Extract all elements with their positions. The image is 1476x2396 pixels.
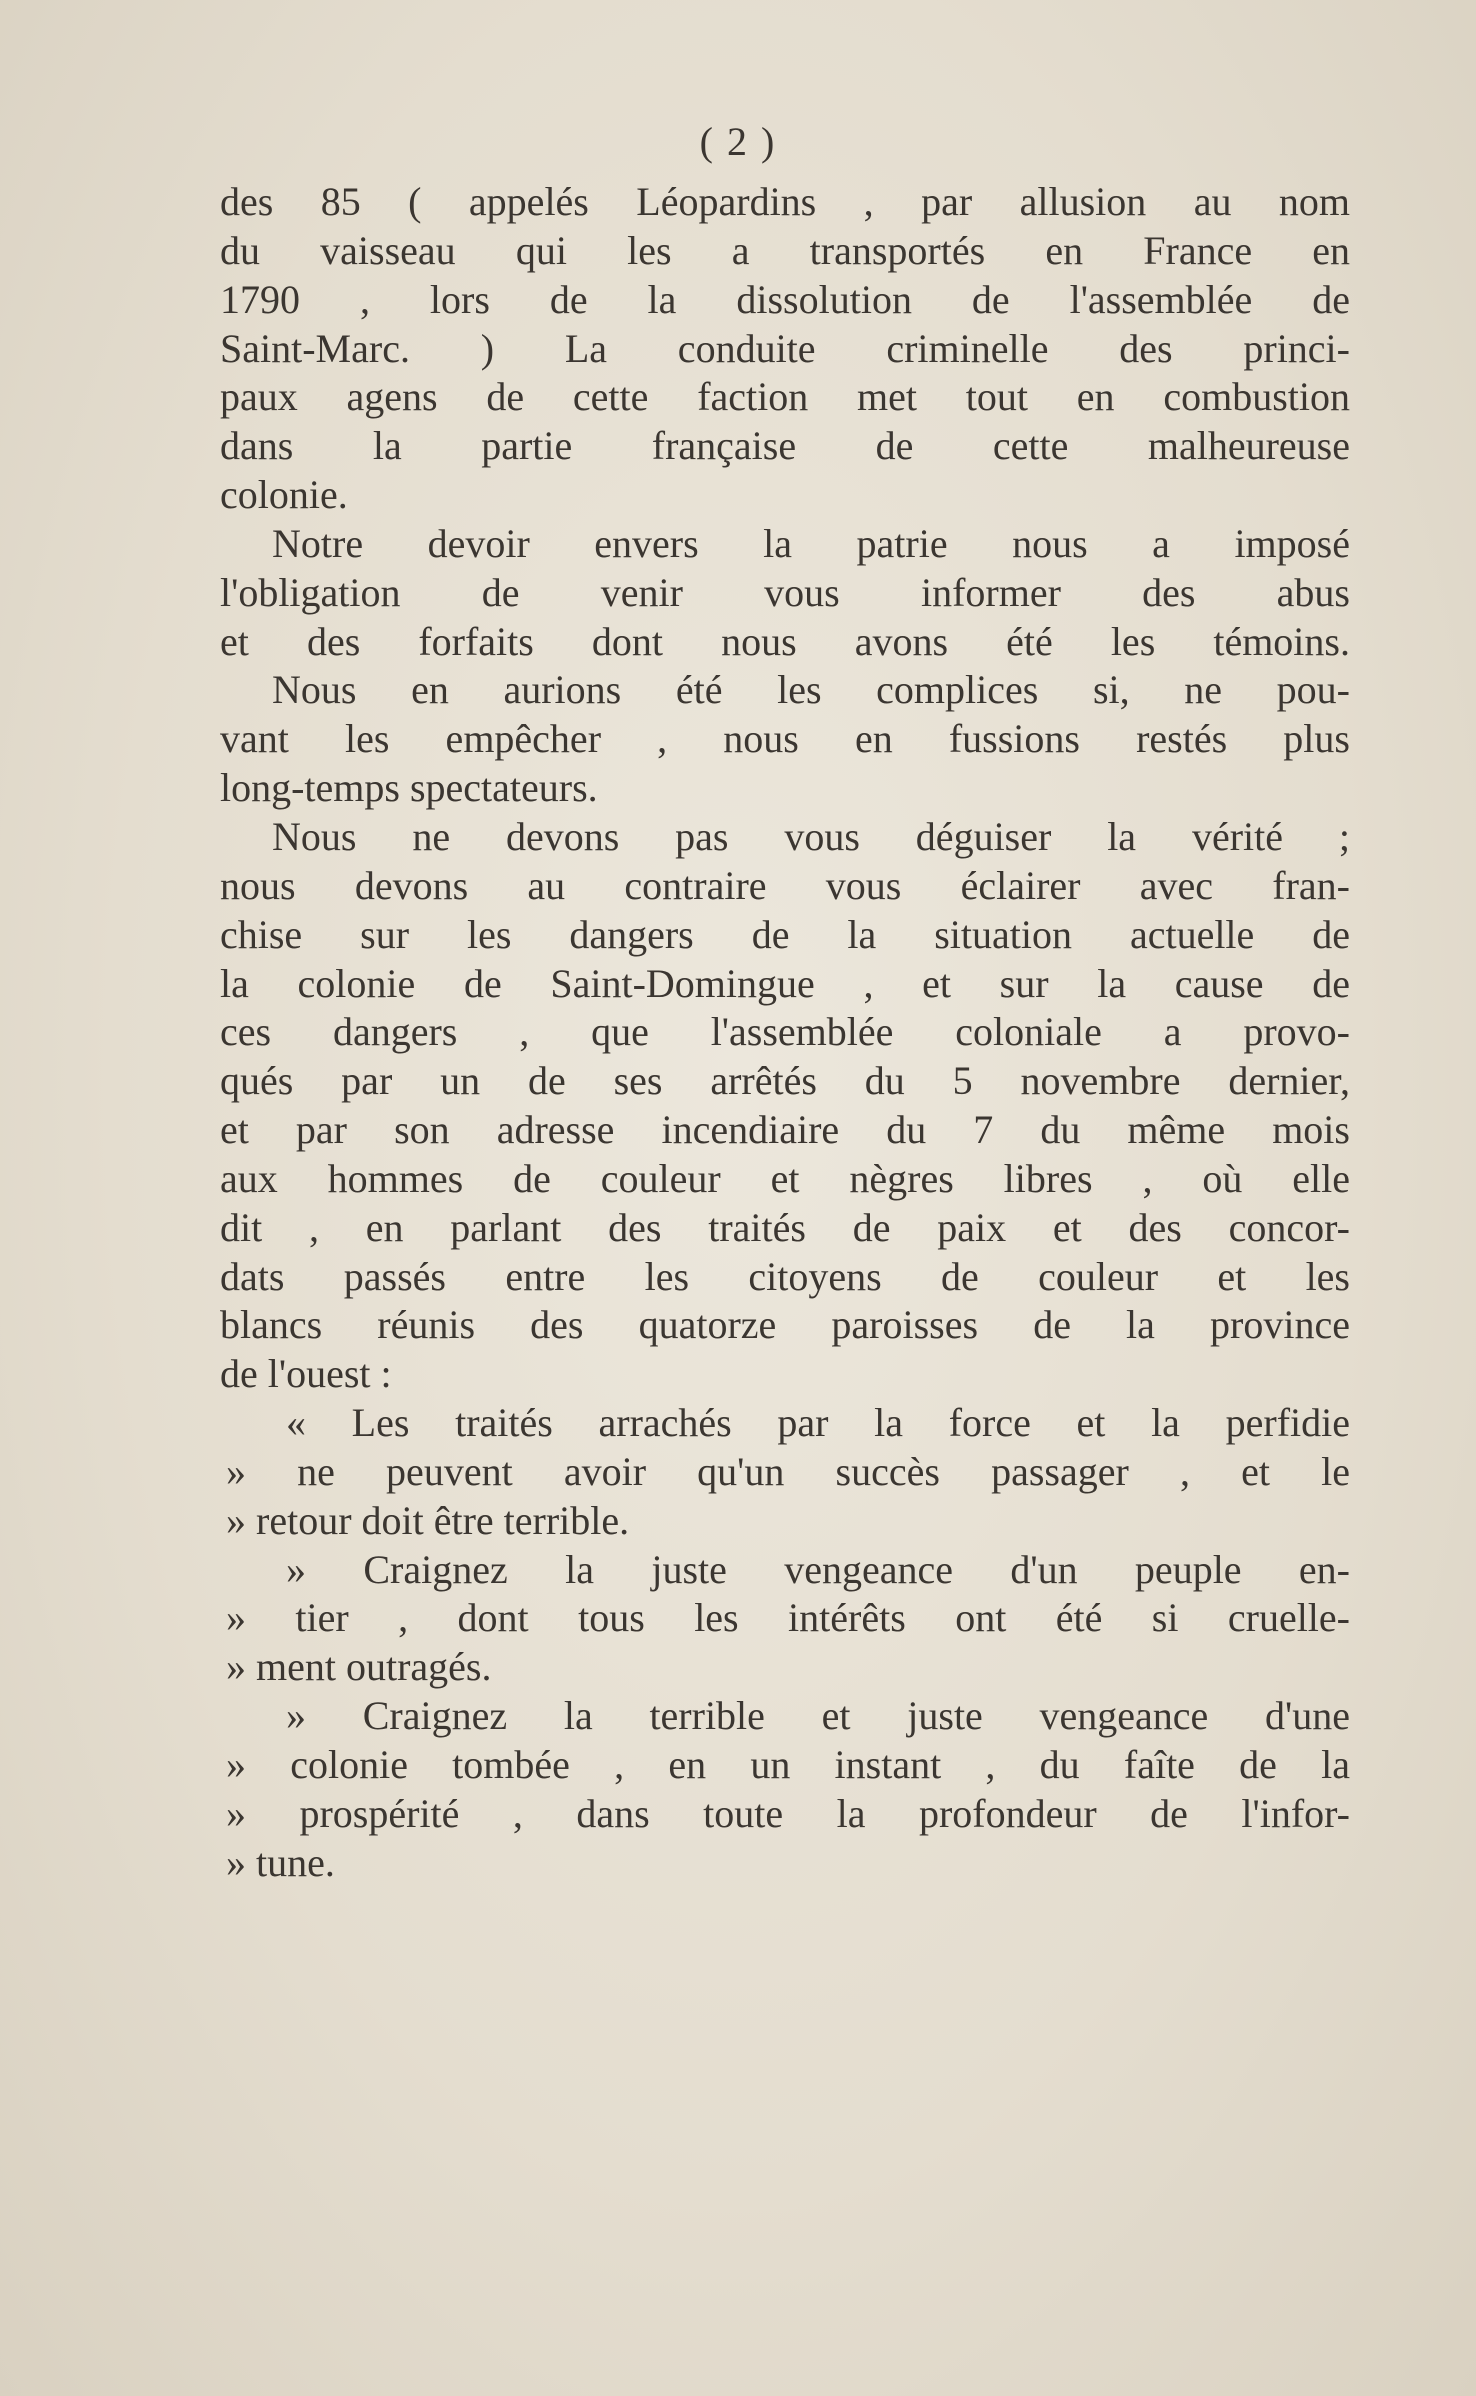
text-line: long-temps spectateurs.: [220, 765, 598, 811]
body-text: [220, 178, 1350, 1888]
text-line: colonie.: [220, 472, 348, 518]
text-line: dans la partie française de cette malheureuse: [220, 423, 1350, 469]
text-line: dit , en parlant des traités de paix et des concor-: [220, 1204, 1350, 1250]
text-line: » ment outragés.: [226, 1644, 492, 1690]
text-line: l'obligation de venir vous informer des abus: [220, 569, 1350, 615]
text-line: du vaisseau qui les a transportés en France en: [220, 227, 1350, 273]
text-line: vant les empêcher , nous en fussions restés plus: [220, 716, 1350, 762]
text-line: de l'ouest :: [220, 1351, 392, 1397]
text-line: ces dangers , que l'assemblée coloniale a provo-: [220, 1009, 1350, 1055]
text-line: » retour doit être terrible.: [226, 1497, 630, 1543]
text-line: 1790 , lors de la dissolution de l'assemblée de: [220, 276, 1350, 322]
text-line: des 85 ( appelés Léopardins , par allusion au nom: [220, 179, 1350, 224]
text-line: et par son adresse incendiaire du 7 du même mois: [220, 1107, 1350, 1153]
text-line: » colonie tombée , en un instant , du faîte de la: [226, 1742, 1350, 1787]
text-line: » tune.: [226, 1839, 335, 1885]
text-line: » Craignez la juste vengeance d'un peuple en-: [286, 1546, 1350, 1592]
text-line: dats passés entre les citoyens de couleur et les: [220, 1253, 1350, 1299]
text-line: qués par un de ses arrêtés du 5 novembre dernier,: [220, 1058, 1350, 1104]
text-line: » tier , dont tous les intérêts ont été si cruelle-: [226, 1595, 1350, 1641]
text-line: aux hommes de couleur et nègres libres , où elle: [220, 1155, 1350, 1201]
text-line: Nous ne devons pas vous déguiser la vérité ;: [272, 813, 1350, 859]
text-line: » Craignez la terrible et juste vengeance d'une: [286, 1693, 1350, 1739]
text-line: et des forfaits dont nous avons été les témoins.: [220, 618, 1350, 664]
text-line: Saint-Marc. ) La conduite criminelle des princi-: [220, 325, 1350, 371]
text-line: Notre devoir envers la patrie nous a imposé: [272, 520, 1350, 566]
text-line: Nous en aurions été les complices si, ne pou-: [272, 667, 1350, 713]
text-line: » ne peuvent avoir qu'un succès passager , et le: [226, 1448, 1350, 1494]
text-line: » prospérité , dans toute la profondeur de l'infor-: [226, 1790, 1350, 1836]
text-line: paux agens de cette faction met tout en combustion: [220, 374, 1350, 420]
page-number: ( 2 ): [699, 119, 777, 164]
text-line: blancs réunis des quatorze paroisses de la province: [220, 1302, 1350, 1348]
text-line: nous devons au contraire vous éclairer avec fran-: [220, 862, 1350, 908]
text-line: la colonie de Saint-Domingue , et sur la cause de: [220, 960, 1350, 1006]
text-line: « Les traités arrachés par la force et la perfidie: [286, 1400, 1350, 1446]
text-line: chise sur les dangers de la situation actuelle de: [220, 911, 1350, 957]
